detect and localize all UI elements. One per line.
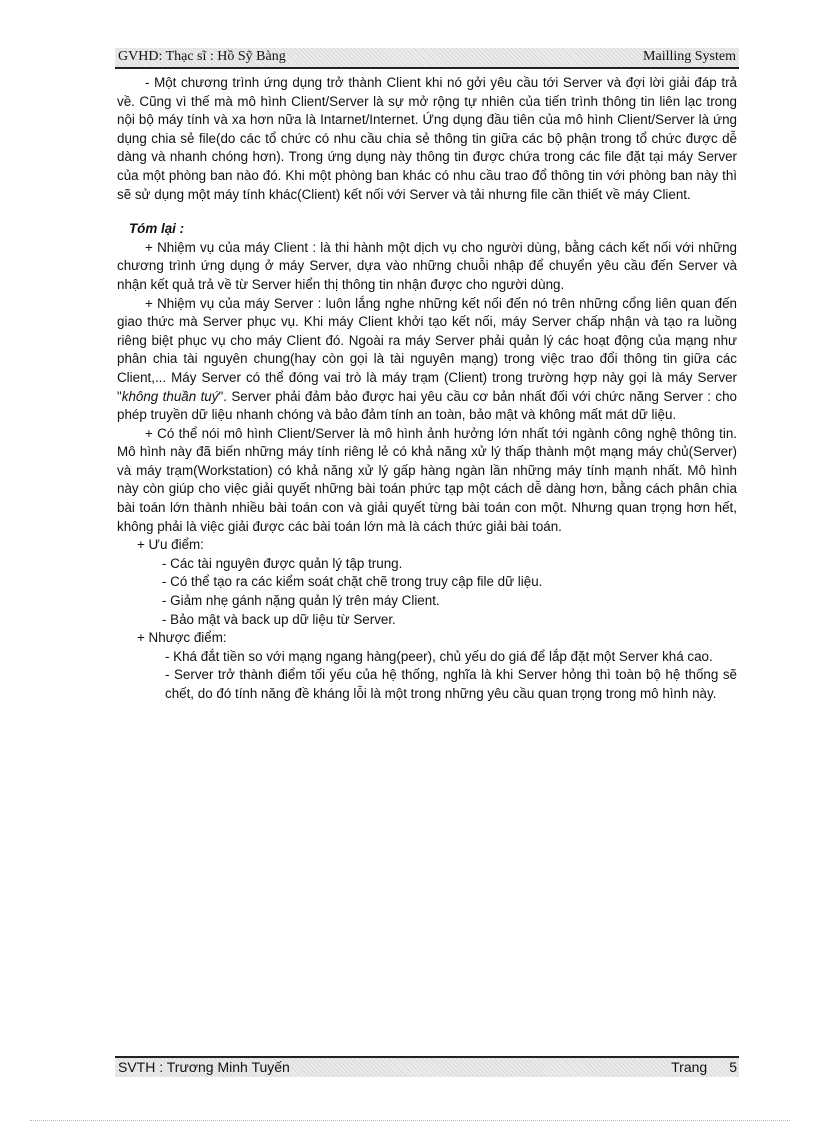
disadvantages-heading: + Nhược điểm:: [137, 630, 227, 646]
header-supervisor: GVHD: Thạc sĩ : Hồ Sỹ Bàng: [118, 49, 286, 64]
advantage-item: - Có thể tạo ra các kiểm soát chặt chẽ trong truy cập file dữ liệu.: [162, 574, 543, 590]
footer-page-number: 5: [729, 1059, 737, 1075]
model-paragraph: + Có thể nói mô hình Client/Server là mô hình ảnh hưởng lớn nhất tới ngành công nghệ thông tin. Mô hình này đã biến những máy tính riêng lẻ có khả năng xử lý thấp thành một mạng máy chủ(Server) và máy trạm(Workstation) có khả năng xử lý gấp hàng ngàn lần những máy tính mạnh nhất. Mô hình này còn giúp cho việc giải quyết những bài toán phức tạp một cách dễ dàng hơn, bằng cách phân chia bài toán lớn thành nhiều bài toán con và giải quyết từng bài toán con một. Nhưng quan trọng hơn hết, không phải là việc giải được các bài toán lớn mà là cách thức giải bài toán.: [117, 425, 737, 534]
page-header: [115, 48, 739, 69]
advantage-item: - Giảm nhẹ gánh nặng quản lý trên máy Client.: [162, 593, 440, 609]
server-task-text-b: ". Server phải đảm bảo được hai yêu cầu cơ bản nhất đối với chức năng Server : cho phép truyền dữ liệu nhanh chóng và bảo đảm tính an toàn, bảo mật và không mất mát dữ liệu.: [117, 388, 737, 423]
advantages-heading: + Ưu điểm:: [137, 537, 204, 553]
page-footer: [115, 1056, 739, 1077]
advantage-item: - Bảo mật và back up dữ liệu từ Server.: [162, 611, 396, 627]
page-content: [117, 74, 737, 704]
page-bottom-rule: [30, 1120, 790, 1121]
server-task-text-a: + Nhiệm vụ của máy Server : luôn lắng nghe những kết nối đến nó trên những cổng liên quan đến giao thức mà Server phục vụ. Khi máy Client khởi tạo kết nối, máy Server chấp nhận và tạo ra luồng riêng biệt phục vụ cho máy Client đó. Ngoài ra máy Server phải quản lý các hoạt động của mạng như phân chia tài nguyên chung(hay còn gọi là tài nguyên mạng) trong việc trao đổi thông tin giữa các Client,... Máy Server có thể đóng vai trò là máy trạm (Client) trong trường hợp này gọi là máy Server ": [117, 295, 737, 404]
disadvantage-item: - Khá đắt tiền so với mạng ngang hàng(peer), chủ yếu do giá để lắp đặt một Server khá cao.: [165, 648, 713, 664]
client-task-paragraph: + Nhiệm vụ của máy Client : là thi hành một dịch vụ cho người dùng, bằng cách kết nối với những chương trình ứng dụng ở máy Server, dựa vào những chuỗi nhập để chuyển yêu cầu đến Server và nhận kết quả trả về từ Server hiển thị thông tin nhận được cho người dùng.: [117, 239, 737, 292]
server-task-paragraph: [117, 295, 737, 425]
footer-page: [649, 1059, 737, 1075]
server-task-emphasis: không thuần tuý: [121, 388, 219, 404]
advantage-item: - Các tài nguyên được quản lý tập trung.: [162, 555, 403, 571]
footer-page-label: Trang: [671, 1059, 708, 1075]
disadvantage-item: - Server trở thành điểm tối yếu của hệ thống, nghĩa là khi Server hỏng thì toàn bộ hệ thống sẽ chết, do đó tính năng đề kháng lỗi là một trong những yêu cầu quan trọng trong mô hình này.: [165, 667, 737, 701]
intro-paragraph: - Một chương trình ứng dụng trở thành Client khi nó gởi yêu cầu tới Server và đợi lời giải đáp trả về. Cũng vì thế mà mô hình Client/Server là sự mở rộng tự nhiên của tiến trình thông tin liên lạc trong nội bộ máy tính và xa hơn nữa là Intarnet/Internet. Ứng dụng đầu tiên của mô hình Client/Server là ứng dụng chia sẻ file(do các tổ chức có nhu cầu chia sẻ thông tin giữa các bộ phận trong tổ chức được dễ dàng và nhanh chóng hơn). Trong ứng dụng này thông tin được chứa trong các file đặt tại máy Server của một phòng ban nào đó. Khi một phòng ban khác có nhu cầu trao đổ thông tin với phòng ban này thì sẽ sử dụng một máy tính khác(Client) kết nối với Server và tải nhưng file cần thiết về máy Client.: [117, 75, 737, 202]
header-project-title: Mailling System: [643, 49, 736, 64]
summary-heading: Tóm lại :: [129, 221, 185, 237]
footer-student: SVTH : Trương Minh Tuyến: [118, 1059, 290, 1075]
